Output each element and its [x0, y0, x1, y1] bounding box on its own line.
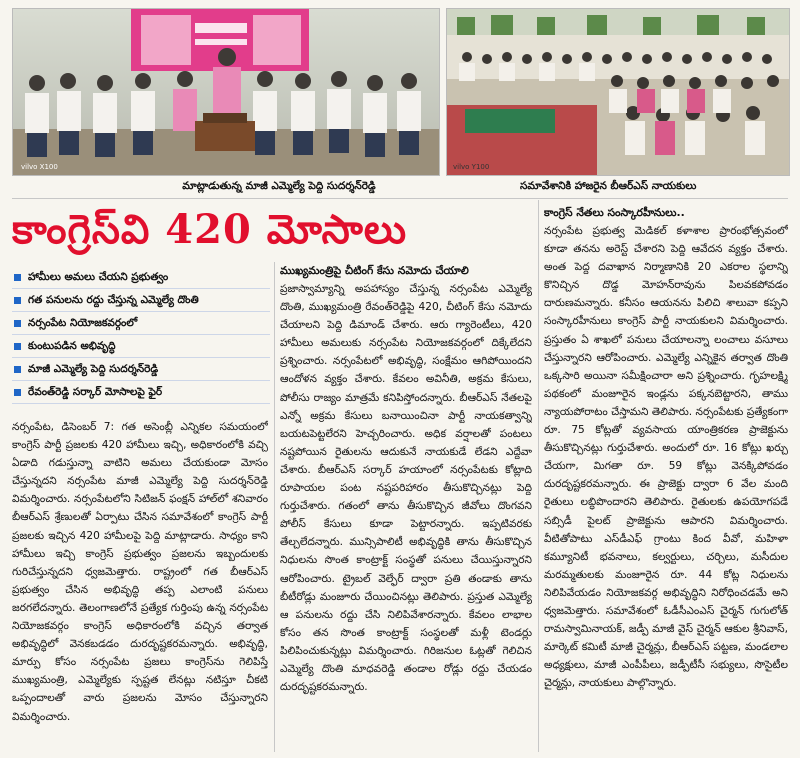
subheading-cheating-case: ముఖ్యమంత్రిపై చీటింగ్ కేసు నమోదు చేయాలి	[280, 264, 469, 277]
column-divider	[274, 262, 275, 752]
highlight-item: హామీలు అమలు చేయని ప్రభుత్వం	[12, 266, 270, 289]
highlight-item: మాజీ ఎమ్మెల్యే పెద్ది సుదర్శన్‌రెడ్డి	[12, 358, 270, 381]
photo-credit-left: vilvo X100	[21, 163, 58, 171]
photo-credit-right: vilvo Y100	[453, 163, 490, 171]
audience-image	[447, 9, 789, 175]
headline: కాంగ్రెస్‌వి 420 మోసాలు	[12, 206, 408, 253]
article-column-2	[280, 262, 532, 752]
photo-caption-right: సమావేశానికి హాజరైన బీఆర్ఎస్ నాయకులు	[520, 180, 697, 192]
highlight-item: నర్సంపేట నియోజకవర్గంలో	[12, 312, 270, 335]
highlight-item: గత పనులను రద్దు చేస్తున్న ఎమ్మెల్యే దొంతి	[12, 289, 270, 312]
article-body-2: ప్రజాస్వామ్యాన్ని అపహాస్యం చేస్తున్న నర్సంపేట ఎమ్మెల్యే దొంతి, ముఖ్యమంత్రి రేవంత్‌రెడ్డిపై 420, చీటింగ్ కేసు నమోదు చేయాలని పెద్ది డిమాండ్ చేశారు. ఆరు గ్యారెంటీలు, 420 హామీలు అమలుకు నర్సంపేట నియోజకవర్గంలో దిక్కేలేదని ప్రశ్నించారు. నర్సంపేటలో అభివృద్ధి, సంక్షేమం ఆగిపోయిందని ఆందోళన వ్యక్తం చేశారు. కేవలం అవినీతి, అక్రమ కేసులు, పోలీసు రాజ్యం మాత్రమే కనిపిస్తోందన్నారు. బీఆర్ఎస్ నేతలపై ఎన్నో అక్రమ కేసులు బనాయించినా పార్టీ నాయకత్వాన్ని బయటపెట్టలేరని హెచ్చరించారు. అధిక వర్షాలతో పంటలు నష్టపోయిన రైతులను ఆదుకునే నాయకుడే లేడని ఎద్దేవా చేశారు. బీఆర్ఎస్ సర్కార్ హయాంలో నర్సంపేటకు కోట్లాది రూపాయల పంట నష్టపరిహారం తీసుకొచ్చినట్లు పెద్ది గుర్తుచేశారు. గతంలో తాను తీసుకొచ్చిన జీవోలు దొంగవని పోలీస్ కేసులు కూడా పెట్టారన్నారు. ఇప్పటివరకు తేల్చలేదన్నారు. మున్సిపాలిటీ అభివృద్ధికి తాను తీసుకొచ్చిన నిధులను సొంత కాంట్రాక్ట్ సంస్థతో పనులు చేయిస్తున్నారని ఆరోపించారు. ట్రైబల్ వెల్ఫేర్ ద్వారా ప్రతి తండాకు తాను బీటీరోడ్లు మంజూరు చేయించినట్లు తెలిపారు. ప్రస్తుత ఎమ్మెల్యే ఆ పనులను రద్దు చేసి నిలిపివేశారన్నారు. కేవలం లాభాల కోసం తన సొంత కాంట్రాక్ట్ సంస్థలతో మళ్లీ టెండర్లు పిలిపించుకున్నట్లు విమర్శించారు. గిరిజనుల ఓట్లతో గెలిచిన ఎమ్మెల్యే దొంతి మాధవరెడ్డి తండాల రోడ్లు రద్దు చేయడం దురదృష్టకరమన్నారు.	[280, 283, 532, 694]
article-body-1: నర్సంపేట, డిసెంబర్ 7: గత అసెంబ్లీ ఎన్నికల సమయంలో కాంగ్రెస్ పార్టీ ప్రజలకు 420 హామీలు ఇచ్చి, అధికారంలోకి వచ్చి ఏడాది గడుస్తున్నా వాటిని అమలు చేయకుండా మోసం చేస్తున్నదని నర్సంపేట మాజీ ఎమ్మెల్యే పెద్ది సుదర్శన్‌రెడ్డి విమర్శించారు. నర్సంపేటలోని సిటిజన్ ఫంక్షన్ హాల్‌లో శనివారం బీఆర్ఎస్ శ్రేణులతో ఏర్పాటు చేసిన సమావేశంలో కాంగ్రెస్ పార్టీ ప్రజలకు ఇచ్చిన 420 హామీలపై పెద్ది మాట్లాడారు. సాధ్యం కాని హామీలు ఇచ్చి కాంగ్రెస్ ప్రభుత్వం ప్రజలను ఇబ్బందులకు గురిచేస్తున్నదని ధ్వజమెత్తారు. రాష్ట్రంలో గత బీఆర్ఎస్ ప్రభుత్వం చేసిన అభివృద్ధి తప్ప ఎలాంటి పనులు జరగలేదన్నారు. తెలంగాణలోనే ప్రత్యేక గుర్తింపు ఉన్న నర్సంపేట నియోజకవర్గం కాంగ్రెస్ అధికారంలోకి వచ్చిన తర్వాత అభివృద్ధిలో వెనకబడడం దురదృష్టకరమన్నారు. అభివృద్ధి, మార్పు కోసం నర్సంపేట ప్రజలు కాంగ్రెస్‌ను గెలిపిస్తే ముఖ్యమంత్రి, ఎమ్మెల్యేకు స్పష్టత లేనట్లు నటిస్తూ చీకటి ఒప్పందాలతో వారు ప్రజలను మోసం చేస్తున్నారని విమర్శించారు.	[12, 421, 268, 723]
caption-divider	[12, 198, 788, 199]
highlight-item: రేవంత్‌రెడ్డి సర్కార్ మోసాలపై ఫైర్	[12, 381, 270, 404]
column-divider	[538, 200, 539, 752]
photo-meeting-speaker	[12, 8, 440, 176]
subheading-congress-leaders: కాంగ్రెస్ నేతలు సంస్కారహీనులు..	[544, 206, 685, 219]
photo-caption-left: మాట్లాడుతున్న మాజీ ఎమ్మెల్యే పెద్ది సుదర్శన్‌రెడ్డి	[182, 180, 376, 192]
photo-audience	[446, 8, 790, 176]
article-column-3	[544, 204, 788, 752]
highlight-item: కుంటుపడిన అభివృద్ధి	[12, 335, 270, 358]
article-column-1	[12, 418, 268, 752]
article-body-3: నర్సంపేట ప్రభుత్వ మెడికల్ కళాశాల ప్రారంభోత్సవంలో కూడా తనను అరెస్ట్ చేశారని పెద్ది ఆవేదన వ్యక్తం చేశారు. అంత పెద్ద దవాఖాన నిర్మాణానికి 20 ఎకరాల స్థలాన్ని కొనిచ్చిన దొడ్డ మోహన్‌రావును పిలవకపోవడం దారుణమన్నారు. కనీసం ఆయనను పిలిచి శాలువా కప్పని సంస్కారహీనులు కాంగ్రెస్ పార్టీ నాయకులని విమర్శించారు. ప్రస్తుతం ఏ శాఖలో పనులు చేయాలన్నా లంచాలు వసూలు చేస్తున్నారని ఆరోపించారు. ఎమ్మెల్యే ఎన్నికైన తర్వాత దొంతి ఒక్కసారి అయినా సమీక్షించారా అని ప్రశ్నించారు. గృహలక్ష్మి పథకంలో మంజూరైన ఇండ్లను పక్కనబెట్టారని, తాము న్యాయపోరాటం చేస్తామని తెలిపారు. నర్సంపేటకు ప్రత్యేకంగా రూ. 75 కోట్లతో వ్యవసాయ యాంత్రికరణ ప్రాజెక్టును తీసుకొచ్చినట్లు గుర్తుచేశారు. అందులో రూ. 16 కోట్లు ఖర్చు చేయగా, మిగతా రూ. 59 కోట్లు వెనక్కిపోవడం దురదృష్టకరమన్నారు. ఈ ప్రాజెక్టు ద్వారా 6 వేల మంది రైతులు లబ్ధిపొందారని తెలిపారు. రైతులకు ఉపయోగపడే సబ్సిడీ పైలట్ ప్రాజెక్టును ఆపారని విమర్శించారు. వీటితోపాటు ఎస్‌డీఎఫ్ గ్రాంటు కింద వీవో, మహిళా కమ్యూనిటీ భవనాలు, కల్వర్టులు, చర్చిలు, మసీదుల మరమ్మతులకు మంజూరైన రూ. 44 కోట్ల నిధులను నిలిపివేయడం నియోజకవర్గ అభివృద్ధిని నిరోధించడమే అని ధ్వజమెత్తారు. సమావేశంలో ఓడీసీఎంఎస్ చైర్మన్ గుగులోత్ రామస్వామినాయక్, జడ్పీ మాజీ వైస్ చైర్మన్ ఆకుల శ్రీనివాస్, మార్కెట్ కమిటీ మాజీ చైర్మన్లు, బీఆర్ఎస్ పట్టణ, మండలాల అధ్యక్షులు, మాజీ ఎంపీపీలు, జడ్పీటీసీ సభ్యులు, సొసైటీల చైర్మన్లు, నాయకులు పాల్గొన్నారు.	[544, 225, 788, 690]
meeting-stage-image	[13, 9, 439, 175]
highlights-list	[12, 266, 270, 404]
